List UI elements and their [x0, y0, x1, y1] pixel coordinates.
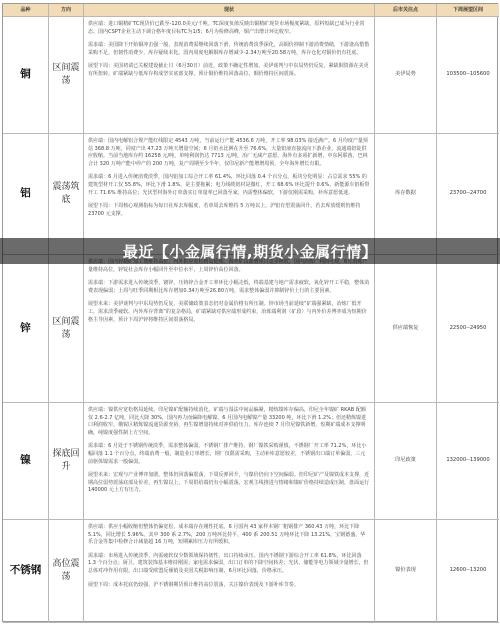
- row-zinc-outlook: 展望未来：美伊谈判与中东局势仍反复，美联储政策表态仍对金属价格有所压制。锌市场当前延续“矿端强紧缺，冶炼厂低开工，需求淡季疲软、内外库存背离”的复杂格局，矿端紧缺对供应端形成约束，冶炼端利润（矿段）与内外价差博弈成为短期价格主导因素，预计下周沪锌将维持区间震荡格局。: [88, 301, 367, 323]
- row-stainless-name: 不锈钢: [3, 520, 49, 623]
- row-copper-reason: 美伊局势: [375, 17, 437, 134]
- row-nickel-name: 镍: [3, 403, 49, 520]
- row-stainless-status: [84, 520, 375, 623]
- header-variety: 品种: [3, 4, 49, 17]
- header-status: 现状: [84, 4, 375, 17]
- row-zinc-reason: 供应端恢复: [375, 255, 437, 403]
- row-zinc-status: [84, 255, 375, 403]
- row-nickel-outlook: 展望未来：宏观与产业博弈加剧，整体仍回落偏震荡，下周反弹回升，与镍价仍向下空间偏弱。但印尼矿产及镍铁成本支撑，近期高位弱势震荡底部及价差，再生镍以上，下周供给端仍有小幅震荡，宏观主线推进与情绪和镍矿价格持续造成压制，盘面运行 140000 元上方有压力。: [88, 472, 370, 494]
- row-stainless-range: 12600--13200: [437, 520, 499, 623]
- row-zinc-name: 锌: [3, 255, 49, 403]
- row-aluminium-supply: 供应端：国内电解铝合规产能红线限定 4543 万吨，当前运行产能 4536.6 万吨，开工率 98.03% 接近满产。6 月均度产量预估 368.8 万吨，同度产出 47.23 万吨天增量空间；6 月铝水比例在升至 76.6%，大量铝液直接流向下游企业，流通端铝锭供应收缩。当前当地库存约 16258 元/吨，单吨利润仍达 7713 元/吨，冶厂无减产意愿，海外有多项扩新增，中东阿联酋、巴林合计 320 万吨产能中停产的 200 万吨，复产周期至少半年，仅印尼新产能增增周预，全年海外增长有限。: [88, 138, 368, 167]
- header-reason: 后市关注点: [375, 4, 437, 17]
- row-stainless-demand: 需求端：市场进入传统淡季，内需疲软仅少数领域保持韧性，出口持续承压。国内不锈钢下游综合开工率 61.8%，环比回落 1.3 个百分点；厨卫、建筑装饰基本维持刚需；家电需求偏弱，出口订单的下降空间转差；光伏、储能等电力领域少量增长，但总体对冲作用有限。出口端受欧盟反倾销及美国关税影响压制，6月环比回落，价格承压。: [88, 552, 369, 574]
- row-nickel-demand: 需求端：6 月处于不锈钢传统淡季，需求整体偏弱，不锈钢厂排产维持，钢厂镍铁采购谨慎，不锈钢厂开工率 71.2%，环比小幅回落 1.1 个百分点，终端消费一般，制造业订单增长，钢厂仅限需采购，主动补库意愿较差，不锈钢出口端订单偏弱，三元前驱体镍需求一般偏弱。: [88, 443, 367, 465]
- row-zinc-demand: 需求端：下游需求进入传统淡季，镀锌、压铸锌合金开工率环比小幅走低，终端基建与地产需求疲软，氧化锌开工平稳，整体消费表现偏弱；上周与旺季同期相比库存增加0.34万吨至26.80万吨，需求整体偏弱并抑制锌价上行的主要因素。: [88, 280, 370, 294]
- row-copper-supply: 供应端：进口铜精矿TC现货价已跌至-120.0美元/千吨。TC深度负值反映出铜精矿现货市场极度紧缺，原料短缺已成为行业常态。国内CSPT企业主动下调合格年度目标TC为1/5；6月为检修高峰，铜产出增计环比收窄。: [88, 21, 365, 35]
- row-aluminium-range: 23700--24700: [437, 134, 499, 255]
- header-direction: 方向: [49, 4, 84, 17]
- metals-outlook-table: [2, 3, 498, 622]
- row-stainless-outlook: 展望下周：成本托底仍较强，沪不锈钢期货预计维持高位震荡，关注镍价表现及下游补库节奏。: [88, 581, 299, 588]
- row-copper-status: [84, 17, 375, 134]
- row-nickel-status: [84, 403, 375, 520]
- row-zinc-range: 22500--24950: [437, 255, 499, 403]
- row-copper-outlook: 展望下周：美国初请已关税建设截止日（6月30日）前近，政策不确定性增加。美伊谈判与中东局势仍反复，紧缺铜资源在美更有所扭转。矿端紧缺与低库存构成坚实底部支撑，预计铜价维持回落高位，铜价维持区间震荡。: [88, 63, 369, 77]
- row-stainless-direction: 高位震荡: [49, 520, 84, 623]
- row-aluminium-status: [84, 134, 375, 255]
- row-zinc-supply: 量维持高位，锌锭社会库存小幅回升至中位水平，上周锌价高位回落。: [88, 266, 244, 273]
- header-range: 下周展望区间: [437, 4, 499, 17]
- row-copper-name: 铜: [3, 17, 49, 134]
- title-banner: [0, 238, 500, 264]
- row-copper-direction: 区间震荡: [49, 17, 84, 134]
- row-copper-range: 103500--105600: [437, 17, 499, 134]
- row-stainless-supply: 供应端：供应小幅收缩但整体仍偏宽松，成本端存在刚性托底。6 月国内 43 家样本钢厂粗钢排产 360.43 万吨，环比下降 5.1%，同比增长 5.96%。其中 300 系 2.7%，200 万吨环比持平，400 系 200.51 万吨环比下降 13.21%，宝钢德盛、华乐合金等集中检修合计减量超 16 万吨，短期累库压力有所缓和。: [88, 524, 366, 546]
- row-nickel-direction: 探底回升: [49, 403, 84, 520]
- row-aluminium-reason: 库存数据: [375, 134, 437, 255]
- row-nickel-range: 132000--139000: [437, 403, 499, 520]
- row-copper-demand: 需求端：美国降下开始铜冲击强一般，表现消费需继续回落下滑，传统消费淡季深化，高铜价抑制下游消费情绪，下游逢高惜惜采购不足，但韧性消费少，库存疑续未化。国内周度电解铜库存增减少-2.34万吨至20.58万吨，库存仓化对铜价仍有托底。: [88, 42, 370, 56]
- row-aluminium-name: 铝: [3, 134, 49, 255]
- row-nickel-reason: 印尼政策: [375, 403, 437, 520]
- row-aluminium-outlook: 展望下周：下周核心观测指标为每日社库去库幅度，若单周去库维持 5 万吨以上，沪铝有望震荡回升，若去库放缓则仍维持 23700 元支撑。: [88, 203, 361, 217]
- row-aluminium-direction: 震荡筑底: [49, 134, 84, 255]
- banner-title: 最近【小金属行情,期货小金属行情】: [122, 242, 378, 261]
- row-zinc-direction: 区间震荡: [49, 255, 84, 403]
- row-aluminium-demand: 需求端：6 月进入传统消费淡季，国内铝加工综合开工率 61.4%，环比回落 0.4 个百分点。板块分化明显：占总需求 55% 的建筑型材开工仅 55.8%，环比下滑 1.8%，是主要拖累；电力线缆铝材是微红，开工 68.6% 环比提升 0.6%，新能源车铝板带开工 71.6% 维持高位；光伏型材海外订单落实订单量率已回落至家，内需整体偏软，下游仅刚需采购，补库意愿低迷。: [88, 174, 370, 196]
- row-stainless-reason: 镍价表现: [375, 520, 437, 623]
- row-nickel-supply: 供应端：镍供应宽松格局延续，印尼镍矿配额持续消化，矿端与湿法中间品偏紧，精炼镍库存偏高，印尼全年镍矿 RKAB 配额仅 2.6-2.7 亿吨，同比大降 30%，国内再力而偏降电解镍、6 月国内电解镍产量 33200 吨，环比下滑 1.2%；但还精炼镍进口利润收窄，俄锐区精炼镍流通货源充裕，再生镍增量持续对冲供给压力。库存连续 7 月印尼镍铁新增，短期矿端成本支撑明确，纯镍度强性制上方空间。: [88, 407, 367, 436]
